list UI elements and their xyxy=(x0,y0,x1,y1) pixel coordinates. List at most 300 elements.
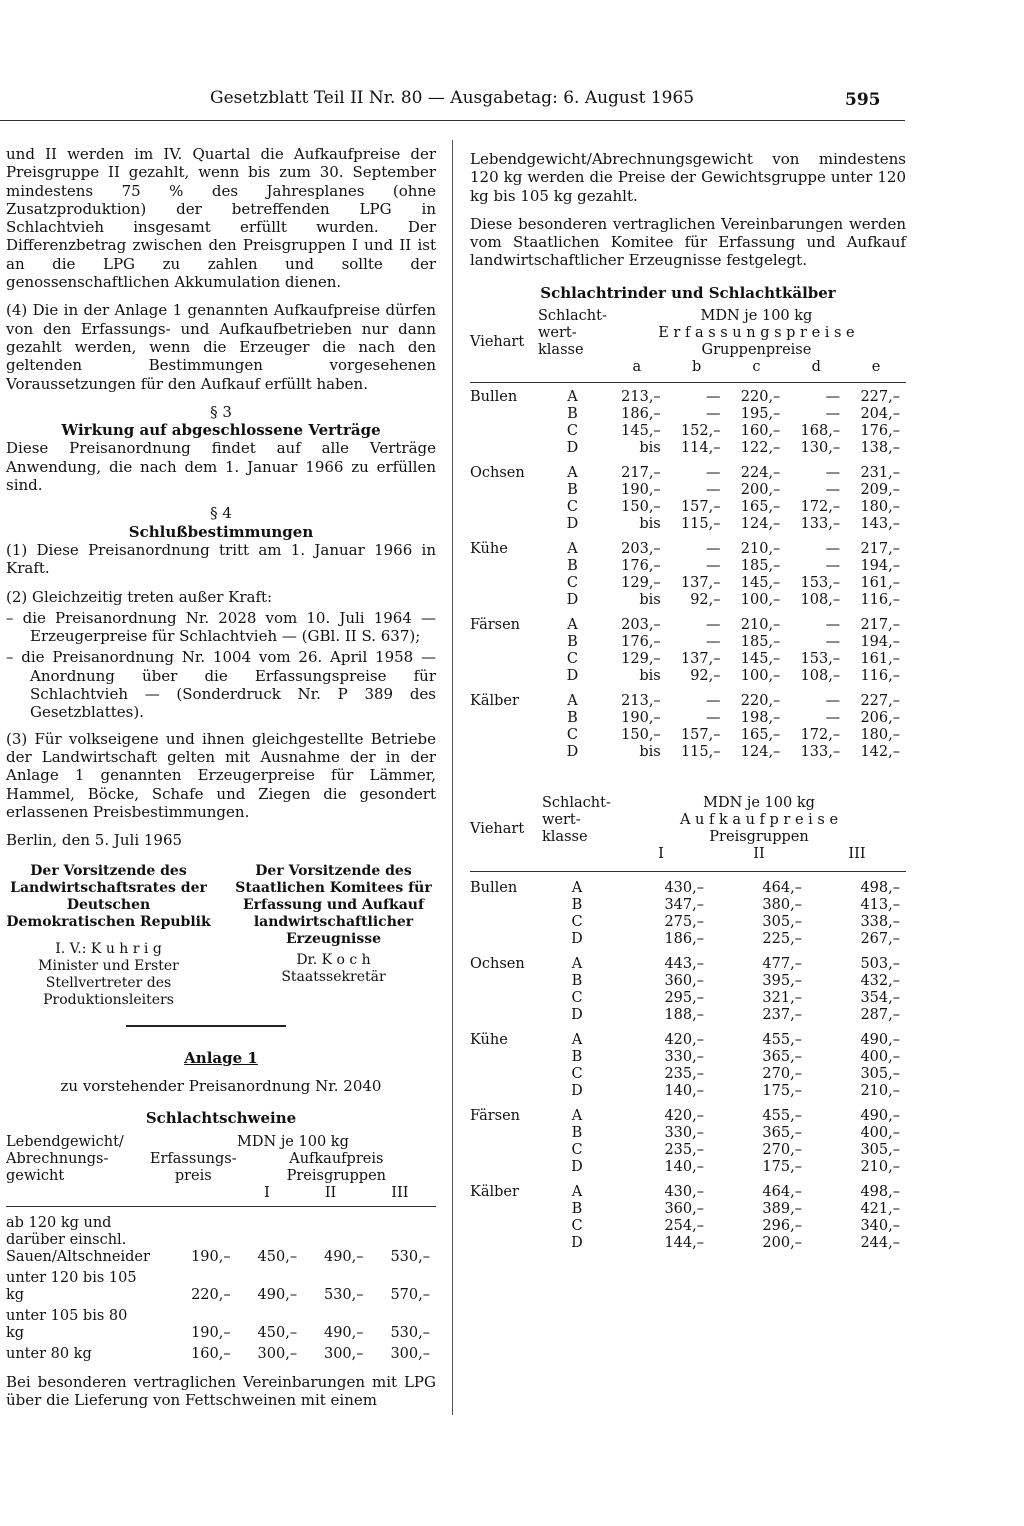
col-header: e xyxy=(871,359,881,376)
price-cell: — xyxy=(825,482,841,499)
price-cell: — xyxy=(825,558,841,575)
klasse-cell: A xyxy=(567,389,578,406)
viehart-cell xyxy=(470,440,538,457)
list-item: – die Preisanordnung Nr. 2028 vom 10. Juli 1964 — Erzeugerpreise für Schlachtvieh — (GBl. II S. 637); xyxy=(6,608,436,646)
price-cell: 330,– xyxy=(664,1125,704,1142)
price-cell: 503,– xyxy=(860,956,900,973)
klasse-cell: A xyxy=(571,1032,583,1049)
paragraph: (3) Für volkseigene und ihnen gleichgestellte Betriebe der Landwirtschaft gelten mit Ausnahme der in der Anlage 1 genannten Erzeugerpreise für Lämmer, Hammel, Böcke, Schafe und Ziegen die gesondert erlassenen Preisbestimmungen. xyxy=(6,729,436,821)
price-cell: 145,– xyxy=(740,575,781,592)
price-cell: 490,– xyxy=(860,1032,900,1049)
price-cell: 130,– xyxy=(800,440,841,457)
price-cell: 144,– xyxy=(664,1235,704,1252)
price-cell: 172,– xyxy=(800,499,841,516)
signatory-left xyxy=(6,863,211,1009)
column-divider xyxy=(452,140,453,1415)
klasse-cell: A xyxy=(567,617,578,634)
price-cell: 194,– xyxy=(860,558,900,575)
klasse-cell: C xyxy=(566,575,578,592)
table-row xyxy=(470,1201,906,1218)
price-cell: 420,– xyxy=(664,1108,704,1125)
klasse-cell: C xyxy=(571,1142,583,1159)
price-cell: 100,– xyxy=(740,592,781,609)
klasse-cell: B xyxy=(571,1049,583,1066)
price-cell: 296,– xyxy=(762,1218,802,1235)
price-type-label: A u f k a u f p r e i s e xyxy=(679,812,839,829)
klasse-cell: A xyxy=(567,541,578,558)
table-row xyxy=(6,1304,436,1342)
price-cell: — xyxy=(706,389,721,406)
page-number: 595 xyxy=(845,90,881,110)
price-cell: 161,– xyxy=(860,651,900,668)
signatory-name: I. V.: K u h r i g xyxy=(55,941,162,958)
price-cell: 195,– xyxy=(740,406,781,423)
klasse-cell: D xyxy=(571,931,583,948)
klasse-cell: C xyxy=(571,914,583,931)
price-cell: — xyxy=(825,541,841,558)
price-cell: 270,– xyxy=(762,1142,802,1159)
klasse-cell: D xyxy=(566,668,579,685)
paragraph: Diese besonderen vertraglichen Vereinbarungen werden vom Staatlichen Komitee für Erfassung und Aufkauf landwirtschaftlicher Erzeugnisse festgelegt. xyxy=(470,214,906,270)
viehart-cell xyxy=(470,634,538,651)
viehart-cell xyxy=(470,744,538,761)
klasse-cell: D xyxy=(566,744,579,761)
klasse-cell: D xyxy=(571,1007,583,1024)
klasse-cell: C xyxy=(566,423,578,440)
price-cell: 450,– xyxy=(257,1248,298,1265)
table-row xyxy=(470,914,906,931)
table-title: Schlachtschweine xyxy=(145,1109,297,1128)
price-cell: 150,– xyxy=(621,727,661,744)
table-row xyxy=(470,1125,906,1142)
price-cell: 400,– xyxy=(860,1125,900,1142)
col-header-III: III xyxy=(391,1184,409,1201)
price-cell: — xyxy=(825,710,841,727)
viehart-cell: Kälber xyxy=(470,1184,519,1201)
price-cell: 217,– xyxy=(860,617,900,634)
table-row xyxy=(470,634,906,651)
table-row xyxy=(470,727,906,744)
price-cell: — xyxy=(825,389,841,406)
price-cell: bis xyxy=(639,744,661,761)
price-cell: 365,– xyxy=(762,1125,802,1142)
price-cell: 231,– xyxy=(860,465,900,482)
cattle-erfassungspreise-table xyxy=(470,308,906,761)
price-cell: — xyxy=(825,634,841,651)
price-cell: — xyxy=(706,634,721,651)
price-cell: 300,– xyxy=(390,1345,430,1362)
price-cell: 530,– xyxy=(390,1248,430,1265)
price-cell: 180,– xyxy=(860,499,900,516)
col-header: c xyxy=(752,359,761,376)
price-cell: 152,– xyxy=(680,423,721,440)
price-cell: 129,– xyxy=(621,651,661,668)
signatory-role: Minister und Erster Stellvertreter des Produktionsleiters xyxy=(38,958,179,1009)
table-row xyxy=(470,897,906,914)
table-row xyxy=(470,1024,906,1049)
viehart-cell xyxy=(470,423,538,440)
klasse-cell: B xyxy=(571,1125,583,1142)
table-row xyxy=(6,1266,436,1304)
table-row xyxy=(470,499,906,516)
price-cell: 115,– xyxy=(680,744,721,761)
price-cell: 157,– xyxy=(680,727,721,744)
price-cell: 360,– xyxy=(664,973,704,990)
viehart-cell xyxy=(470,1159,542,1176)
price-cell: 133,– xyxy=(800,744,841,761)
price-cell: 360,– xyxy=(664,1201,704,1218)
price-cell: 213,– xyxy=(621,389,661,406)
price-cell: — xyxy=(706,482,721,499)
price-cell: 116,– xyxy=(860,592,900,609)
group-label: Gruppenpreise xyxy=(701,342,812,359)
price-cell: bis xyxy=(639,440,661,457)
price-cell: 124,– xyxy=(740,516,781,533)
klasse-cell: B xyxy=(567,406,578,423)
price-cell: 220,– xyxy=(740,693,781,710)
table-title: Schlachtrinder und Schlachtkälber xyxy=(540,283,836,302)
price-cell: 420,– xyxy=(664,1032,704,1049)
paragraph: (1) Diese Preisanordnung tritt am 1. Januar 1966 in Kraft. xyxy=(6,540,436,578)
list-item: – die Preisanordnung Nr. 1004 vom 26. April 1958 — Anordnung über die Erfassungspreise für Schlachtvieh — (Sonderdruck Nr. P 389 des Gesetzblattes). xyxy=(6,648,436,722)
price-type-label: E r f a s s u n g s p r e i s e xyxy=(658,325,855,342)
price-cell: 161,– xyxy=(860,575,900,592)
klasse-cell: D xyxy=(566,592,579,609)
price-cell: 498,– xyxy=(860,1184,900,1201)
price-cell: 140,– xyxy=(664,1083,704,1100)
klasse-cell: C xyxy=(571,1218,583,1235)
table-row xyxy=(470,1066,906,1083)
cattle-aufkaufpreise-table xyxy=(470,795,906,1252)
price-cell: 235,– xyxy=(664,1066,704,1083)
viehart-cell xyxy=(470,1218,542,1235)
price-cell: 172,– xyxy=(800,727,841,744)
price-cell: 92,– xyxy=(690,592,721,609)
row-label: ab 120 kg und darüber einschl. Sauen/Altschneider xyxy=(6,1214,150,1265)
paragraph: Bei besonderen vertraglichen Vereinbarungen mit LPG über die Lieferung von Fettschweinen mit einem xyxy=(6,1372,436,1410)
repeal-list xyxy=(6,609,436,722)
price-cell: 340,– xyxy=(860,1218,900,1235)
klasse-cell: C xyxy=(566,727,578,744)
price-cell: 432,– xyxy=(860,973,900,990)
price-cell: 129,– xyxy=(621,575,661,592)
viehart-cell: Kälber xyxy=(470,693,519,710)
signatory-title: Der Vorsitzende des Landwirtschaftsrates der Deutschen Demokratischen Republik xyxy=(6,863,211,931)
signatory-name: Dr. K o c h xyxy=(296,952,371,969)
price-cell: 206,– xyxy=(860,710,900,727)
price-cell: 153,– xyxy=(800,575,841,592)
price-cell: 194,– xyxy=(860,634,900,651)
table-row xyxy=(470,973,906,990)
price-cell: 133,– xyxy=(800,516,841,533)
price-cell: 124,– xyxy=(740,744,781,761)
left-column xyxy=(6,145,436,1419)
klasse-cell: B xyxy=(571,897,583,914)
price-cell: 140,– xyxy=(664,1159,704,1176)
klasse-cell: D xyxy=(566,516,579,533)
price-cell: 180,– xyxy=(860,727,900,744)
price-cell: 270,– xyxy=(762,1066,802,1083)
col-header: II xyxy=(753,846,765,863)
price-cell: 395,– xyxy=(762,973,802,990)
price-cell: 210,– xyxy=(860,1083,900,1100)
signatory-title: Der Vorsitzende des Staatlichen Komitees für Erfassung und Aufkauf landwirtschaftlicher Erzeugnisse xyxy=(235,863,432,948)
price-cell: 122,– xyxy=(740,440,781,457)
price-cell: — xyxy=(706,406,721,423)
table-row xyxy=(470,1218,906,1235)
viehart-cell xyxy=(470,558,538,575)
col-header: b xyxy=(691,359,702,376)
col-header-klasse: Schlacht- wert- klasse xyxy=(538,308,607,359)
price-cell: 300,– xyxy=(257,1345,298,1362)
table-row xyxy=(6,1342,436,1363)
price-cell: 490,– xyxy=(323,1248,364,1265)
price-cell: 321,– xyxy=(762,990,802,1007)
price-cell: 190,– xyxy=(191,1324,231,1341)
price-cell: 305,– xyxy=(860,1142,900,1159)
viehart-cell xyxy=(470,990,542,1007)
price-cell: 153,– xyxy=(800,651,841,668)
price-cell: 464,– xyxy=(762,1184,802,1201)
viehart-cell: Bullen xyxy=(470,389,518,406)
table-row xyxy=(470,1049,906,1066)
price-cell: 168,– xyxy=(800,423,841,440)
col-header: I xyxy=(658,846,664,863)
price-cell: 92,– xyxy=(690,668,721,685)
price-cell: 116,– xyxy=(860,668,900,685)
col-header-II: II xyxy=(324,1184,337,1201)
price-cell: 190,– xyxy=(621,482,661,499)
klasse-cell: A xyxy=(567,465,578,482)
price-cell: 330,– xyxy=(664,1049,704,1066)
price-cell: 176,– xyxy=(860,423,900,440)
klasse-cell: C xyxy=(566,499,578,516)
klasse-cell: B xyxy=(567,558,578,575)
klasse-cell: B xyxy=(567,710,578,727)
price-cell: 477,– xyxy=(762,956,802,973)
price-cell: — xyxy=(706,693,721,710)
section-title: Schlußbestimmungen xyxy=(128,522,314,541)
group-label: Preisgruppen xyxy=(709,829,809,846)
price-cell: 137,– xyxy=(680,651,721,668)
viehart-cell: Bullen xyxy=(470,880,518,897)
paragraph: (4) Die in der Anlage 1 genannten Aufkaufpreise dürfen von den Erfassungs- und Aufkaufbetrieben nur dann gezahlt werden, wenn die Erzeuger die nach den geltenden Bestimmungen vorgesehenen Voraussetzungen für den Aufkauf erfüllt haben. xyxy=(6,301,436,393)
price-cell: 185,– xyxy=(740,558,781,575)
klasse-cell: A xyxy=(571,1184,583,1201)
price-cell: 160,– xyxy=(191,1345,231,1362)
klasse-cell: B xyxy=(571,973,583,990)
price-cell: — xyxy=(706,558,721,575)
viehart-cell xyxy=(470,1201,542,1218)
price-cell: 150,– xyxy=(621,499,661,516)
price-cell: 210,– xyxy=(860,1159,900,1176)
price-cell: 530,– xyxy=(390,1324,430,1341)
separator-rule xyxy=(126,1025,286,1027)
price-cell: bis xyxy=(639,516,661,533)
price-cell: 176,– xyxy=(621,634,661,651)
price-cell: 186,– xyxy=(664,931,704,948)
table-row xyxy=(470,482,906,499)
col-header: a xyxy=(632,359,642,376)
col-header-viehart: Viehart xyxy=(470,333,525,350)
price-cell: 138,– xyxy=(860,440,900,457)
price-cell: 203,– xyxy=(621,541,661,558)
viehart-cell xyxy=(470,1049,542,1066)
price-cell: — xyxy=(825,617,841,634)
viehart-cell xyxy=(470,973,542,990)
signatory-role: Staatssekretär xyxy=(281,969,386,986)
viehart-cell: Ochsen xyxy=(470,956,525,973)
price-cell: — xyxy=(706,617,721,634)
table-rule xyxy=(6,1206,436,1207)
price-cell: 204,– xyxy=(860,406,900,423)
viehart-cell: Kühe xyxy=(470,1032,508,1049)
table-row xyxy=(470,516,906,533)
signatory-right xyxy=(231,863,436,1009)
table-row xyxy=(470,406,906,423)
price-cell: 237,– xyxy=(762,1007,802,1024)
price-cell: 210,– xyxy=(740,617,781,634)
price-cell: 185,– xyxy=(740,634,781,651)
price-cell: 200,– xyxy=(762,1235,802,1252)
row-label: unter 80 kg xyxy=(6,1345,92,1362)
price-cell: 160,– xyxy=(740,423,781,440)
price-cell: bis xyxy=(639,668,661,685)
signature-block xyxy=(6,863,436,1009)
price-cell: 143,– xyxy=(860,516,900,533)
price-cell: 354,– xyxy=(860,990,900,1007)
price-cell: 305,– xyxy=(860,1066,900,1083)
price-cell: 220,– xyxy=(191,1286,231,1303)
price-cell: 176,– xyxy=(621,558,661,575)
price-cell: — xyxy=(706,541,721,558)
viehart-cell xyxy=(470,516,538,533)
viehart-cell xyxy=(470,482,538,499)
price-cell: 175,– xyxy=(762,1159,802,1176)
viehart-cell xyxy=(470,897,542,914)
viehart-cell xyxy=(470,1142,542,1159)
table-row xyxy=(470,651,906,668)
paragraph: und II werden im IV. Quartal die Aufkaufpreise der Preisgruppe II gezahlt, wenn bis zum 30. September mindestens 75 % des Jahresplanes (ohne Zusatzproduktion) der betreffenden LPG in Schlachtvieh insgesamt erfüllt wurden. Der Differenzbetrag zwischen den Preisgruppen I und II ist an die LPG zu zahlen und sollte der genossenschaftlichen Akkumulation dienen. xyxy=(6,145,436,292)
price-cell: 188,– xyxy=(664,1007,704,1024)
table-row xyxy=(470,1235,906,1252)
price-cell: 464,– xyxy=(762,880,802,897)
viehart-cell xyxy=(470,727,538,744)
table-row xyxy=(470,1142,906,1159)
viehart-cell xyxy=(470,668,538,685)
klasse-cell: A xyxy=(567,693,578,710)
table-rule xyxy=(470,382,906,383)
table-row xyxy=(470,1159,906,1176)
row-label: unter 105 bis 80 kg xyxy=(6,1307,128,1341)
viehart-cell xyxy=(470,1125,542,1142)
table-row xyxy=(470,685,906,710)
col-header-I: I xyxy=(264,1184,270,1201)
table-row xyxy=(470,710,906,727)
viehart-cell xyxy=(470,592,538,609)
col-header: III xyxy=(848,846,866,863)
section-number: § 4 xyxy=(210,504,232,523)
price-cell: 217,– xyxy=(860,541,900,558)
col-header: d xyxy=(811,359,821,376)
aufkaufpreis-label: Aufkaufpreis xyxy=(289,1150,384,1167)
price-cell: 287,– xyxy=(860,1007,900,1024)
table-row xyxy=(470,948,906,973)
row-label: unter 120 bis 105 kg xyxy=(6,1269,137,1303)
col-header-viehart: Viehart xyxy=(470,820,525,837)
price-cell: 490,– xyxy=(323,1324,364,1341)
klasse-cell: D xyxy=(571,1235,583,1252)
col-header-klasse: Schlacht- wert- klasse xyxy=(542,795,611,846)
paragraph: Diese Preisanordnung findet auf alle Verträge Anwendung, die nach dem 1. Januar 1966 zu erfüllen sind. xyxy=(6,439,436,495)
price-cell: 450,– xyxy=(257,1324,298,1341)
price-cell: 413,– xyxy=(860,897,900,914)
price-cell: 157,– xyxy=(680,499,721,516)
table-row xyxy=(470,1100,906,1125)
price-cell: 217,– xyxy=(621,465,661,482)
price-cell: 220,– xyxy=(740,389,781,406)
viehart-cell: Ochsen xyxy=(470,465,525,482)
viehart-cell xyxy=(470,1007,542,1024)
table-row xyxy=(470,1083,906,1100)
right-column xyxy=(470,150,906,1252)
price-cell: 305,– xyxy=(762,914,802,931)
table-row xyxy=(470,880,906,897)
section-number: § 3 xyxy=(210,402,232,421)
price-cell: 165,– xyxy=(740,727,781,744)
viehart-cell xyxy=(470,1083,542,1100)
viehart-cell xyxy=(470,931,542,948)
klasse-cell: C xyxy=(571,990,583,1007)
price-cell: 380,– xyxy=(762,897,802,914)
price-cell: 267,– xyxy=(860,931,900,948)
table-row xyxy=(470,533,906,558)
price-cell: 145,– xyxy=(621,423,661,440)
price-cell: 430,– xyxy=(664,1184,704,1201)
header-rule xyxy=(0,120,905,121)
price-cell: 200,– xyxy=(740,482,781,499)
viehart-cell: Kühe xyxy=(470,541,508,558)
price-cell: bis xyxy=(639,592,661,609)
price-cell: 100,– xyxy=(740,668,781,685)
price-cell: — xyxy=(706,465,721,482)
table-row xyxy=(470,931,906,948)
price-cell: — xyxy=(825,465,841,482)
price-cell: 570,– xyxy=(390,1286,430,1303)
price-cell: 108,– xyxy=(800,592,841,609)
running-header: Gesetzblatt Teil II Nr. 80 — Ausgabetag: 6. August 1965 xyxy=(210,88,695,108)
table-row xyxy=(470,990,906,1007)
price-cell: 275,– xyxy=(664,914,704,931)
annex-subtitle: zu vorstehender Preisanordnung Nr. 2040 xyxy=(60,1077,382,1096)
price-cell: 114,– xyxy=(680,440,721,457)
klasse-cell: D xyxy=(571,1159,583,1176)
price-cell: 530,– xyxy=(323,1286,364,1303)
price-cell: 225,– xyxy=(762,931,802,948)
viehart-cell xyxy=(470,1235,542,1252)
viehart-cell: Färsen xyxy=(470,1108,521,1125)
table-row xyxy=(470,389,906,406)
price-cell: 145,– xyxy=(740,651,781,668)
viehart-cell xyxy=(470,914,542,931)
price-cell: 213,– xyxy=(621,693,661,710)
price-cell: 455,– xyxy=(762,1108,802,1125)
table-row xyxy=(470,457,906,482)
preisgruppen-label: Preisgruppen xyxy=(286,1167,386,1184)
pig-price-table xyxy=(6,1134,436,1363)
price-cell: 115,– xyxy=(680,516,721,533)
table-rule xyxy=(470,871,906,872)
